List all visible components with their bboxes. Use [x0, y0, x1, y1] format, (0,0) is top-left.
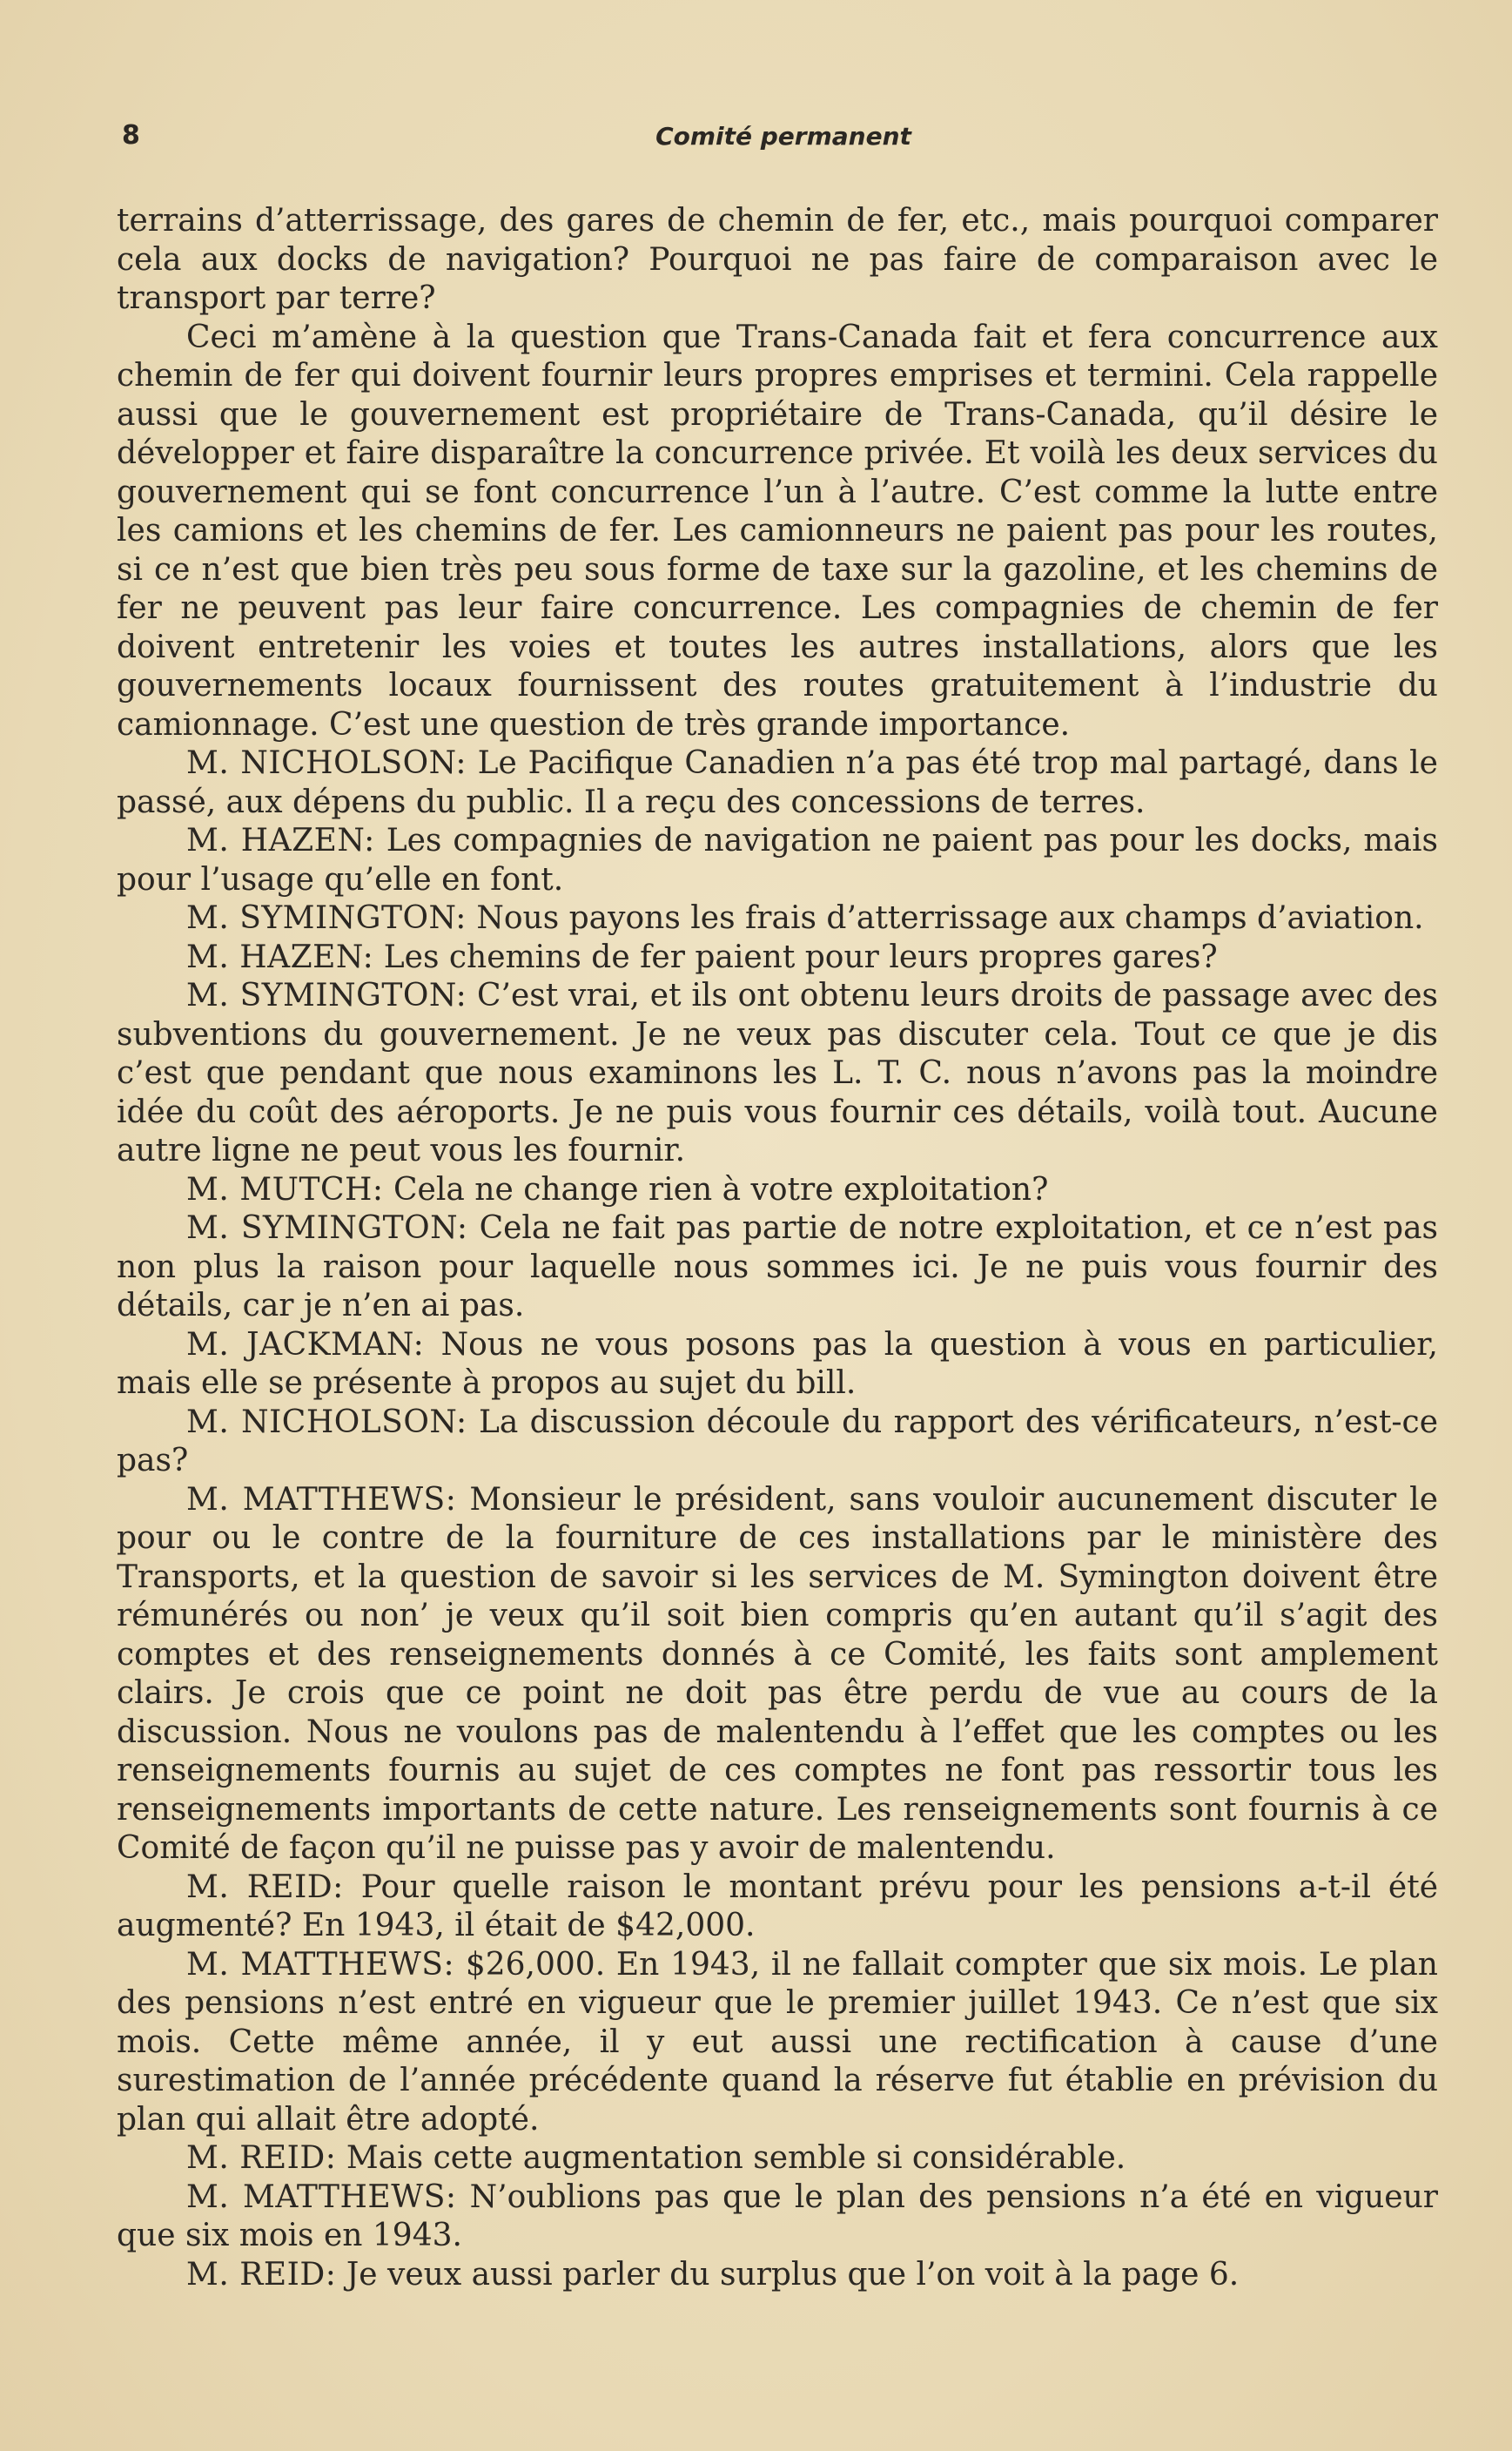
speech-jackman-1 [117, 1326, 1438, 1404]
speech-text: C’est vrai, et ils ont obtenu leurs droits de passage avec des subventions du gouvernement. Je ne veux pas discuter cela. Tout ce que je dis c’est que pendant que nous examinons les L. T. C. nous n’avons pas la moindre idée du coût des aéroports. Je ne puis vous fournir ces détails, voilà tout. Aucune autre ligne ne peut vous les fournir. [117, 978, 1438, 1168]
speech-text: Mais cette augmentation semble si considérable. [346, 2140, 1126, 2176]
speech-text: Les compagnies de navigation ne paient pas pour les docks, mais pour l’usage qu’elle en font. [117, 823, 1438, 898]
speech-reid-1 [117, 1869, 1438, 1946]
speech-text: N’oublions pas que le plan des pensions n’a été en vigueur que six mois en 1943. [117, 2178, 1438, 2253]
speaker-name: M. JACKMAN: [186, 1326, 425, 1363]
speech-matthews-2 [117, 1946, 1438, 2140]
page-number: 8 [122, 120, 140, 151]
speech-text: Pour quelle raison le montant prévu pour les pensions a-t-il été augmenté? En 1943, il était de $42,000. [117, 1869, 1438, 1943]
speech-text: Les chemins de fer paient pour leurs propres gares? [383, 939, 1218, 975]
speech-matthews-3 [117, 2178, 1438, 2256]
speech-hazen-2 [117, 939, 1438, 978]
speech-text: Cela ne change rien à votre exploitation? [393, 1171, 1049, 1208]
speaker-name: M. HAZEN: [186, 939, 374, 975]
speaker-name: M. SYMINGTON: [186, 900, 467, 936]
page-header [122, 120, 1445, 164]
speaker-name: M. REID: [186, 2140, 337, 2176]
speaker-name: M. REID: [186, 1869, 344, 1905]
paragraph-1 [117, 202, 1438, 319]
speech-text: Monsieur le président, sans vouloir aucunement discuter le pour ou le contre de la fourniture de ces installations par le ministère des Transports, et la question de savoir si les services de M. Symington doivent être rémunérés ou non’ je veux qu’il soit bien compris qu’en autant qu’il s’agit des comptes et des renseignements donnés à ce Comité, les faits sont amplement clairs. Je crois que ce point ne doit pas être perdu de vue au cours de la discussion. Nous ne voulons pas de malentendu à l’effet que les comptes ou les renseignements fournis au sujet de ces comptes ne font pas ressortir tous les renseignements importants de cette nature. Les renseignements sont fournis à ce Comité de façon qu’il ne puisse pas y avoir de malentendu. [117, 1481, 1438, 1866]
speech-text: Cela ne fait pas partie de notre exploitation, et ce n’est pas non plus la raison pour laquelle nous sommes ici. Je ne puis vous fournir des détails, car je n’en ai pas. [117, 1210, 1439, 1323]
speech-mutch-1 [117, 1171, 1438, 1210]
paragraph-2 [117, 319, 1438, 745]
speech-text: Nous payons les frais d’atterrissage aux champs d’aviation. [476, 900, 1424, 936]
paragraph-text: terrains d’atterrissage, des gares de chemin de fer, etc., mais pourquoi comparer cela aux docks de navigation? Pourquoi ne pas faire de comparaison avec le transport par terre? [117, 203, 1438, 316]
speaker-name: M. REID: [186, 2256, 337, 2293]
speech-symington-2 [117, 977, 1438, 1171]
paragraph-text: Ceci m’amène à la question que Trans-Canada fait et fera concurrence aux chemin de fer qui doivent fournir leurs propres emprises et termini. Cela rappelle aussi que le gouvernement est propriétaire de Trans-Canada, qu’il désire le développer et faire disparaître la concurrence privée. Et voilà les deux services du gouvernement qui se font concurrence l’un à l’autre. C’est comme la lutte entre les camions et les chemins de fer. Les camionneurs ne paient pas pour les routes, si ce n’est que bien très peu sous forme de taxe sur la gazoline, et les chemins de fer ne peuvent pas leur faire concurrence. Les compagnies de chemin de fer doivent entretenir les voies et toutes les autres installations, alors que les gouvernements locaux fournissent des routes gratuitement à l’industrie du camionnage. C’est une question de très grande importance. [117, 319, 1438, 743]
speaker-name: M. NICHOLSON: [186, 745, 467, 781]
speaker-name: M. NICHOLSON: [186, 1404, 467, 1440]
speaker-name: M. HAZEN: [186, 823, 375, 859]
document-body [117, 202, 1438, 2294]
speech-symington-1 [117, 899, 1438, 939]
speech-symington-3 [117, 1209, 1438, 1326]
running-head: Comité permanent [655, 122, 911, 151]
speech-reid-3 [117, 2256, 1438, 2295]
speaker-name: M. MUTCH: [186, 1171, 384, 1208]
speaker-name: M. MATTHEWS: [186, 1946, 455, 1983]
speech-matthews-1 [117, 1481, 1438, 1869]
speaker-name: M. MATTHEWS: [186, 2178, 457, 2215]
speech-reid-2 [117, 2139, 1438, 2178]
speech-text: Je veux aussi parler du surplus que l’on voit à la page 6. [346, 2256, 1240, 2293]
speech-text: Le Pacifique Canadien n’a pas été trop mal partagé, dans le passé, aux dépens du public. Il a reçu des concessions de terres. [117, 745, 1438, 820]
speaker-name: M. SYMINGTON: [186, 978, 467, 1013]
speech-text: Nous ne vous posons pas la question à vous en particulier, mais elle se présente à propos au sujet du bill. [117, 1326, 1438, 1401]
speech-text: La discussion découle du rapport des vérificateurs, n’est-ce pas? [117, 1404, 1439, 1478]
speech-nicholson-1 [117, 744, 1438, 822]
speaker-name: M. SYMINGTON: [186, 1210, 468, 1246]
speech-nicholson-2 [117, 1404, 1438, 1481]
speech-hazen-1 [117, 822, 1438, 899]
speech-text: $26,000. En 1943, il ne fallait compter que six mois. Le plan des pensions n’est entré en vigueur que le premier juillet 1943. Ce n’est que six mois. Cette même année, il y eut aussi une rectification à cause d’une surestimation de l’année précédente quand la réserve fut établie en prévision du plan qui allait être adopté. [117, 1946, 1438, 2138]
speaker-name: M. MATTHEWS: [186, 1481, 457, 1518]
